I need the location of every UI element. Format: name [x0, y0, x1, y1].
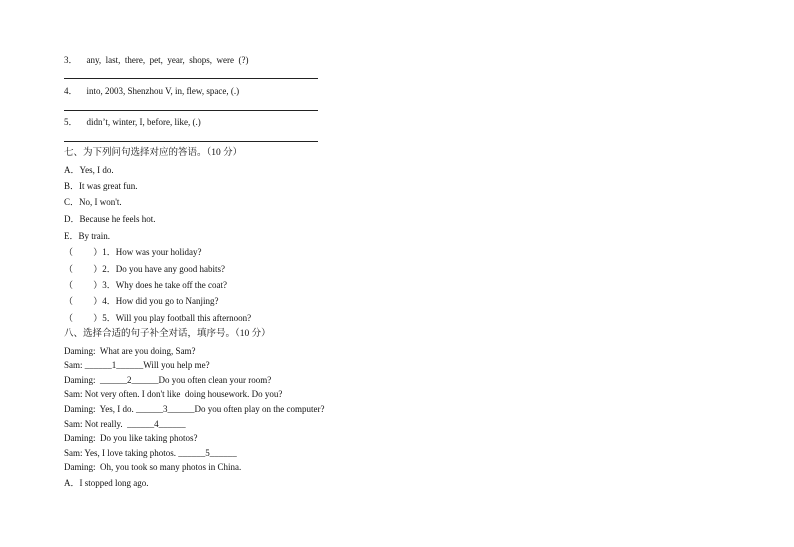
section-8-title: 八、选择合适的句子补全对话，填序号。（10 分）: [64, 329, 271, 339]
question-4[interactable]: （ ）4．How did you go to Nanjing?: [64, 296, 219, 306]
answer-line-5[interactable]: [64, 141, 318, 142]
scramble-words: any, last, there, pet, year, shops, were (?): [86, 55, 249, 65]
dialogue-line[interactable]: Daming: Yes, I do. ______3______Do you often play on the computer?: [64, 404, 325, 414]
scramble-number: 5．: [64, 117, 78, 127]
dialogue-line[interactable]: Daming: ______2______Do you often clean your room?: [64, 375, 272, 385]
dialogue-line: Daming: What are you doing, Sam?: [64, 346, 196, 356]
dialogue-line: Sam: Not very often. I don't like doing housework. Do you?: [64, 389, 283, 399]
dialogue-line[interactable]: Sam: Not really. ______4______: [64, 419, 186, 429]
question-5[interactable]: （ ）5．Will you play football this afternoon?: [64, 313, 252, 323]
dialogue-line[interactable]: Sam: Yes, I love taking photos. ______5______: [64, 448, 237, 458]
dialogue-option-a: A．I stopped long ago.: [64, 478, 149, 488]
scramble-item-5: [64, 116, 201, 128]
dialogue-line[interactable]: Sam: ______1______Will you help me?: [64, 360, 210, 370]
section-7-title: 七、为下列问句选择对应的答语。（10 分）: [64, 148, 243, 158]
dialogue-line: Daming: Do you like taking photos?: [64, 433, 198, 443]
scramble-number: 4．: [64, 86, 78, 96]
option-d: D．Because he feels hot.: [64, 214, 156, 224]
option-e: E．By train.: [64, 231, 110, 241]
option-b: B．It was great fun.: [64, 181, 138, 191]
scramble-item-3: [64, 54, 249, 66]
dialogue-line: Daming: Oh, you took so many photos in China.: [64, 462, 242, 472]
scramble-item-4: [64, 85, 239, 97]
scramble-number: 3．: [64, 55, 78, 65]
option-a: A．Yes, I do.: [64, 165, 114, 175]
answer-line-3[interactable]: [64, 78, 318, 79]
option-c: C．No, I won't.: [64, 197, 122, 207]
answer-line-4[interactable]: [64, 110, 318, 111]
question-1[interactable]: （ ）1．How was your holiday?: [64, 247, 202, 257]
scramble-words: didn’t, winter, I, before, like, (.): [86, 117, 201, 127]
scramble-words: into, 2003, Shenzhou V, in, flew, space, (.): [86, 86, 240, 96]
question-2[interactable]: （ ）2．Do you have any good habits?: [64, 264, 225, 274]
question-3[interactable]: （ ）3．Why does he take off the coat?: [64, 280, 228, 290]
